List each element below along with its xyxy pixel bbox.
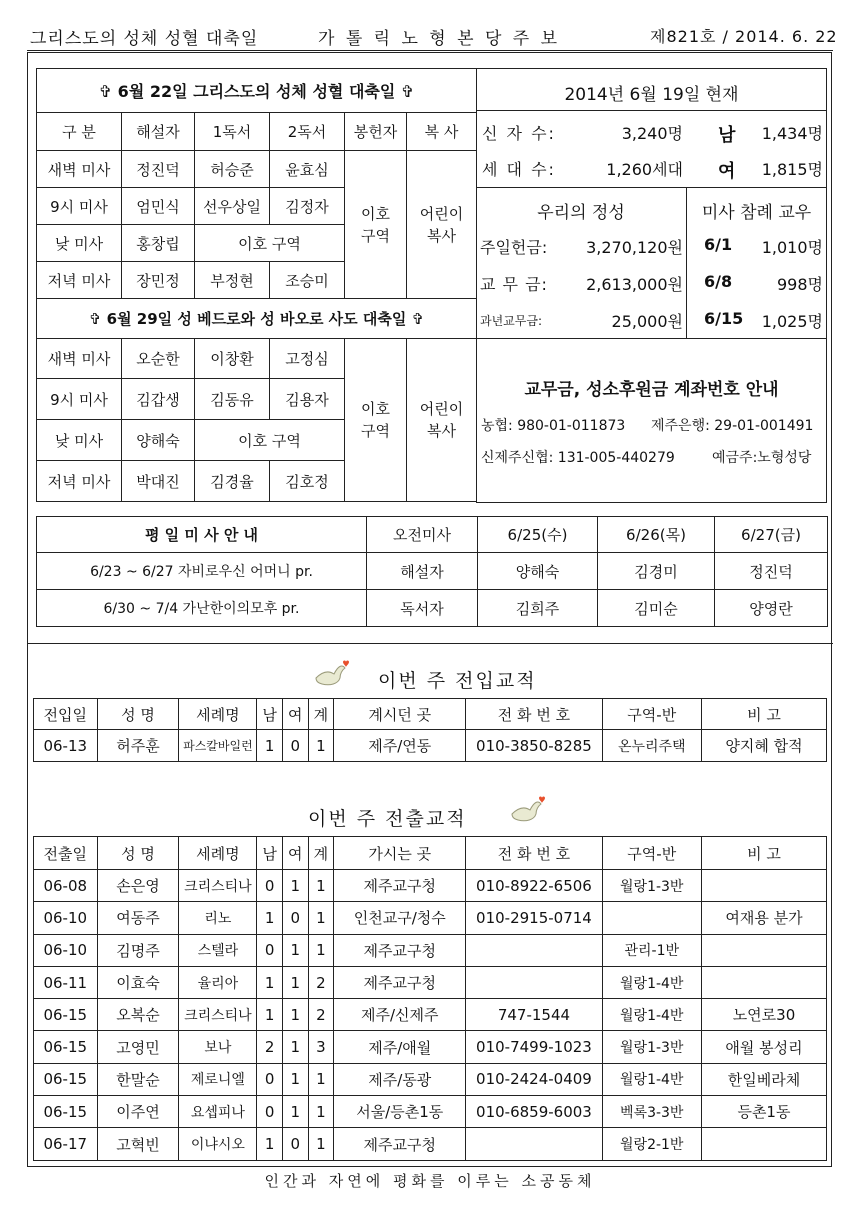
cell: 2 [257,1031,283,1063]
cell: 1 [282,1063,308,1095]
cell: 리노 [179,902,257,934]
mass-name: 새벽 미사 [37,339,122,379]
cell: 06-11 [34,966,98,998]
bulletin-name: 가 톨 릭 노 형 본 당 주 보 [318,29,561,49]
cell: 1 [308,934,334,966]
col-date: 6/26(목) [598,517,715,553]
col-header: 전 화 번 호 [466,699,602,730]
col-date: 6/27(금) [715,517,828,553]
table-row [34,1063,827,1095]
cell: 06-10 [34,902,98,934]
dove-with-heart-icon [508,794,548,826]
cell: 김경율 [195,461,270,502]
col-header: 가시는 곳 [334,837,466,870]
cell [701,966,826,998]
offering-title: 우리의 정성 [537,203,625,223]
cell: 고정심 [270,339,345,379]
cell: 고혁빈 [97,1128,179,1160]
mass-name: 낮 미사 [37,420,122,461]
cell: 애월 봉성리 [701,1031,826,1063]
divider [476,187,827,188]
account-jeju: 제주은행: 29-01-001491 [651,418,814,434]
past-dues-label: 과년교무금: [480,314,543,328]
cell: 김갑생 [122,379,195,420]
table-row [34,999,827,1031]
account-title: 교무금, 성소후원금 계좌번호 안내 [524,380,779,400]
col-header: 계 [308,837,334,870]
cell: 월랑1-3반 [602,870,701,902]
cell: 크리스티나 [179,999,257,1031]
offering-group: 이호 구역 [345,151,407,299]
cell: 고영민 [97,1031,179,1063]
col-header: 계시던 곳 [334,699,466,730]
cell: 김동유 [195,379,270,420]
cell: 1 [282,1096,308,1128]
table-row [34,902,827,934]
believers-label: 신 자 수: [482,124,556,143]
cell: 박대진 [122,461,195,502]
header-row [34,699,827,730]
cell: 010-7499-1023 [466,1031,602,1063]
cell: 엄민식 [122,188,195,225]
table-row [34,1096,827,1128]
mass-name: 저녁 미사 [37,262,122,299]
cell: 06-15 [34,1096,98,1128]
male-label: 남 [718,125,736,146]
cell: 1 [257,966,283,998]
table-row [37,339,477,379]
col-date: 6/25(수) [478,517,598,553]
offering-group: 이호 구역 [345,339,407,502]
cell: 747-1544 [466,999,602,1031]
cell: 06-13 [34,730,98,762]
col-header: 여 [282,699,308,730]
cell: 월랑1-4반 [602,999,701,1031]
cell: 1 [308,902,334,934]
cell: 윤효심 [270,151,345,188]
cell: 3 [308,1031,334,1063]
cell: 김희주 [478,590,598,627]
cell: 양지혜 합적 [701,730,826,762]
female-label: 여 [718,161,736,182]
table-row [34,1031,827,1063]
divider [476,338,827,339]
cell: 부정현 [195,262,270,299]
dues-label: 교 무 금: [480,275,548,294]
col-header: 계 [308,699,334,730]
cell: 제주/동광 [334,1063,466,1095]
cell: 1 [308,730,334,762]
cell: 1 [282,934,308,966]
attendance-count: 1,025명 [761,312,823,331]
female-count: 1,815명 [761,160,823,179]
cell: 06-15 [34,1063,98,1095]
cell: 1 [308,1128,334,1160]
cell: 벡록3-3반 [602,1096,701,1128]
col-header: 전출일 [34,837,98,870]
cell: 0 [282,730,308,762]
cell: 월랑2-1반 [602,1128,701,1160]
mass-roles-table [36,68,477,502]
cell: 정진덕 [122,151,195,188]
col-header: 구역-반 [602,699,701,730]
col-offering: 봉헌자 [345,113,407,151]
cell [466,1128,602,1160]
cell: 양영란 [715,590,828,627]
dove-with-heart-icon [312,658,352,690]
past-dues-value: 25,000원 [611,312,683,331]
col-header: 성 명 [97,699,179,730]
male-count: 1,434명 [761,124,823,143]
cell: 1 [308,1063,334,1095]
cell: 김미순 [598,590,715,627]
sunday-offering-value: 3,270,120원 [586,238,683,257]
cell: 이냐시오 [179,1128,257,1160]
col-reading2: 2독서 [270,113,345,151]
cell: 서울/등촌1동 [334,1096,466,1128]
col-header: 전입일 [34,699,98,730]
dues-value: 2,613,000원 [586,275,683,294]
cell: 1 [257,730,283,762]
cell: 010-8922-6506 [466,870,602,902]
mass-name: 9시 미사 [37,188,122,225]
cell [466,966,602,998]
households-label: 세 대 수: [482,160,556,179]
col-category: 구 분 [37,113,122,151]
cell: 010-2424-0409 [466,1063,602,1095]
cell: 이창환 [195,339,270,379]
table-row [34,1128,827,1160]
cell: 이효숙 [97,966,179,998]
issue-info: 제821호 / 2014. 6. 22 [650,27,838,46]
cell: 김호정 [270,461,345,502]
header-row [34,837,827,870]
cell: 양해숙 [478,553,598,590]
cell: 한말순 [97,1063,179,1095]
cell: 제주교구청 [334,966,466,998]
table-row [34,730,827,762]
attendance-count: 1,010명 [761,238,823,257]
cell: 인천교구/청수 [334,902,466,934]
cell: 요셉피나 [179,1096,257,1128]
cell: 1 [308,870,334,902]
cell: 허주훈 [97,730,179,762]
cell: 등촌1동 [701,1096,826,1128]
col-header: 남 [257,699,283,730]
cell: 크리스티나 [179,870,257,902]
cell [466,934,602,966]
stats-asof: 2014년 6월 19일 현재 [564,85,739,105]
cell: 0 [257,934,283,966]
cell: 여재용 분가 [701,902,826,934]
mass-name: 새벽 미사 [37,151,122,188]
header-rule [27,50,833,51]
weekday-mass-table [36,516,828,627]
cell: 06-15 [34,1031,98,1063]
cell: 1 [282,999,308,1031]
col-header: 성 명 [97,837,179,870]
cell: 제로니엘 [179,1063,257,1095]
cell [602,902,701,934]
sunday-offering-label: 주일헌금: [480,238,548,257]
section-divider [27,643,833,644]
cell: 월랑1-4반 [602,1063,701,1095]
cell: 이호 구역 [195,225,345,262]
transfer-in-table [33,698,827,762]
cell: 손은영 [97,870,179,902]
cell: 월랑1-4반 [602,966,701,998]
table-row [37,553,828,590]
cell: 1 [308,1096,334,1128]
cell: 제주/신제주 [334,999,466,1031]
cell: 제주교구청 [334,1128,466,1160]
cell [701,1128,826,1160]
cell: 1 [282,870,308,902]
cell: 0 [257,1096,283,1128]
cell: 1 [282,966,308,998]
attendance-date: 6/1 [704,235,733,254]
account-shinhyup: 신제주신협: 131-005-440279 [481,450,675,466]
transfer-in-title: 이번 주 전입교적 [378,670,537,692]
col-header: 비 고 [701,837,826,870]
weekday-header-row [37,517,828,553]
cell: 율리아 [179,966,257,998]
mass-name: 9시 미사 [37,379,122,420]
cell: 06-15 [34,999,98,1031]
table-row [34,966,827,998]
cell: 0 [282,902,308,934]
cell: 선우상일 [195,188,270,225]
col-morning-mass: 오전미사 [367,517,478,553]
account-holder: 예금주:노형성당 [712,450,812,466]
cell: 여동주 [97,902,179,934]
col-reading1: 1독서 [195,113,270,151]
intention: 6/30 ~ 7/4 가난한이의모후 pr. [37,590,367,627]
table-row [37,151,477,188]
feast2-title: ✞ 6월 29일 성 베드로와 성 바오로 사도 대축일 ✞ [37,299,477,339]
cell: 06-10 [34,934,98,966]
cell: 06-08 [34,870,98,902]
cell: 한일베라체 [701,1063,826,1095]
cell: 김경미 [598,553,715,590]
believers-count: 3,240명 [621,124,683,143]
cell: 2 [308,999,334,1031]
cell: 이주연 [97,1096,179,1128]
col-header: 남 [257,837,283,870]
divider [476,110,827,111]
cell: 제주교구청 [334,870,466,902]
attendance-title: 미사 참례 교우 [701,203,812,223]
table-row [34,870,827,902]
cell: 김용자 [270,379,345,420]
transfer-out-table [33,836,827,1161]
cell: 1 [282,1031,308,1063]
cell: 정진덕 [715,553,828,590]
table-row [37,590,828,627]
cell: 010-2915-0714 [466,902,602,934]
cell: 허승준 [195,151,270,188]
attendance-count: 998명 [777,275,823,294]
col-header: 여 [282,837,308,870]
cell: 홍창립 [122,225,195,262]
cell: 파스칼바일런 [179,730,257,762]
feast1-title: ✞ 6월 22일 그리스도의 성체 성혈 대축일 ✞ [37,69,477,113]
cell: 1 [257,999,283,1031]
cell: 010-6859-6003 [466,1096,602,1128]
weekday-title: 평 일 미 사 안 내 [37,517,367,553]
altar-group: 어린이 복사 [407,151,477,299]
col-commentator: 해설자 [122,113,195,151]
feast-title: 그리스도의 성체 성혈 대축일 [30,29,259,49]
col-header: 전 화 번 호 [466,837,602,870]
col-header: 구역-반 [602,837,701,870]
schedule-header-row [37,113,477,151]
mass-name: 낮 미사 [37,225,122,262]
cell [701,934,826,966]
cell: 노연로30 [701,999,826,1031]
cell: 장민정 [122,262,195,299]
cell: 오순한 [122,339,195,379]
mass-name: 저녁 미사 [37,461,122,502]
cell: 1 [257,902,283,934]
col-header: 세례명 [179,837,257,870]
cell: 김정자 [270,188,345,225]
cell: 스텔라 [179,934,257,966]
cell: 0 [282,1128,308,1160]
altar-group: 어린이 복사 [407,339,477,502]
cell: 제주교구청 [334,934,466,966]
cell: 보나 [179,1031,257,1063]
attendance-date: 6/8 [704,272,733,291]
cell [701,870,826,902]
col-header: 세례명 [179,699,257,730]
col-altar: 복 사 [407,113,477,151]
cell: 양해숙 [122,420,195,461]
cell: 2 [308,966,334,998]
account-nh: 농협: 980-01-011873 [481,418,626,434]
table-row [34,934,827,966]
cell: 1 [257,1128,283,1160]
cell: 조승미 [270,262,345,299]
cell: 06-17 [34,1128,98,1160]
cell: 제주/애월 [334,1031,466,1063]
cell: 월랑1-3반 [602,1031,701,1063]
cell: 온누리주택 [602,730,701,762]
cell: 관리-1반 [602,934,701,966]
role: 해설자 [367,553,478,590]
col-header: 비 고 [701,699,826,730]
attendance-date: 6/15 [704,309,744,328]
intention: 6/23 ~ 6/27 자비로우신 어머니 pr. [37,553,367,590]
transfer-out-title: 이번 주 전출교적 [308,808,467,830]
households-count: 1,260세대 [606,160,683,179]
cell: 0 [257,870,283,902]
cell: 이호 구역 [195,420,345,461]
footer-motto: 인간과 자연에 평화를 이루는 소공동체 [264,1172,596,1190]
role: 독서자 [367,590,478,627]
cell: 010-3850-8285 [466,730,602,762]
cell: 김명주 [97,934,179,966]
cell: 제주/연동 [334,730,466,762]
cell: 오복순 [97,999,179,1031]
cell: 0 [257,1063,283,1095]
